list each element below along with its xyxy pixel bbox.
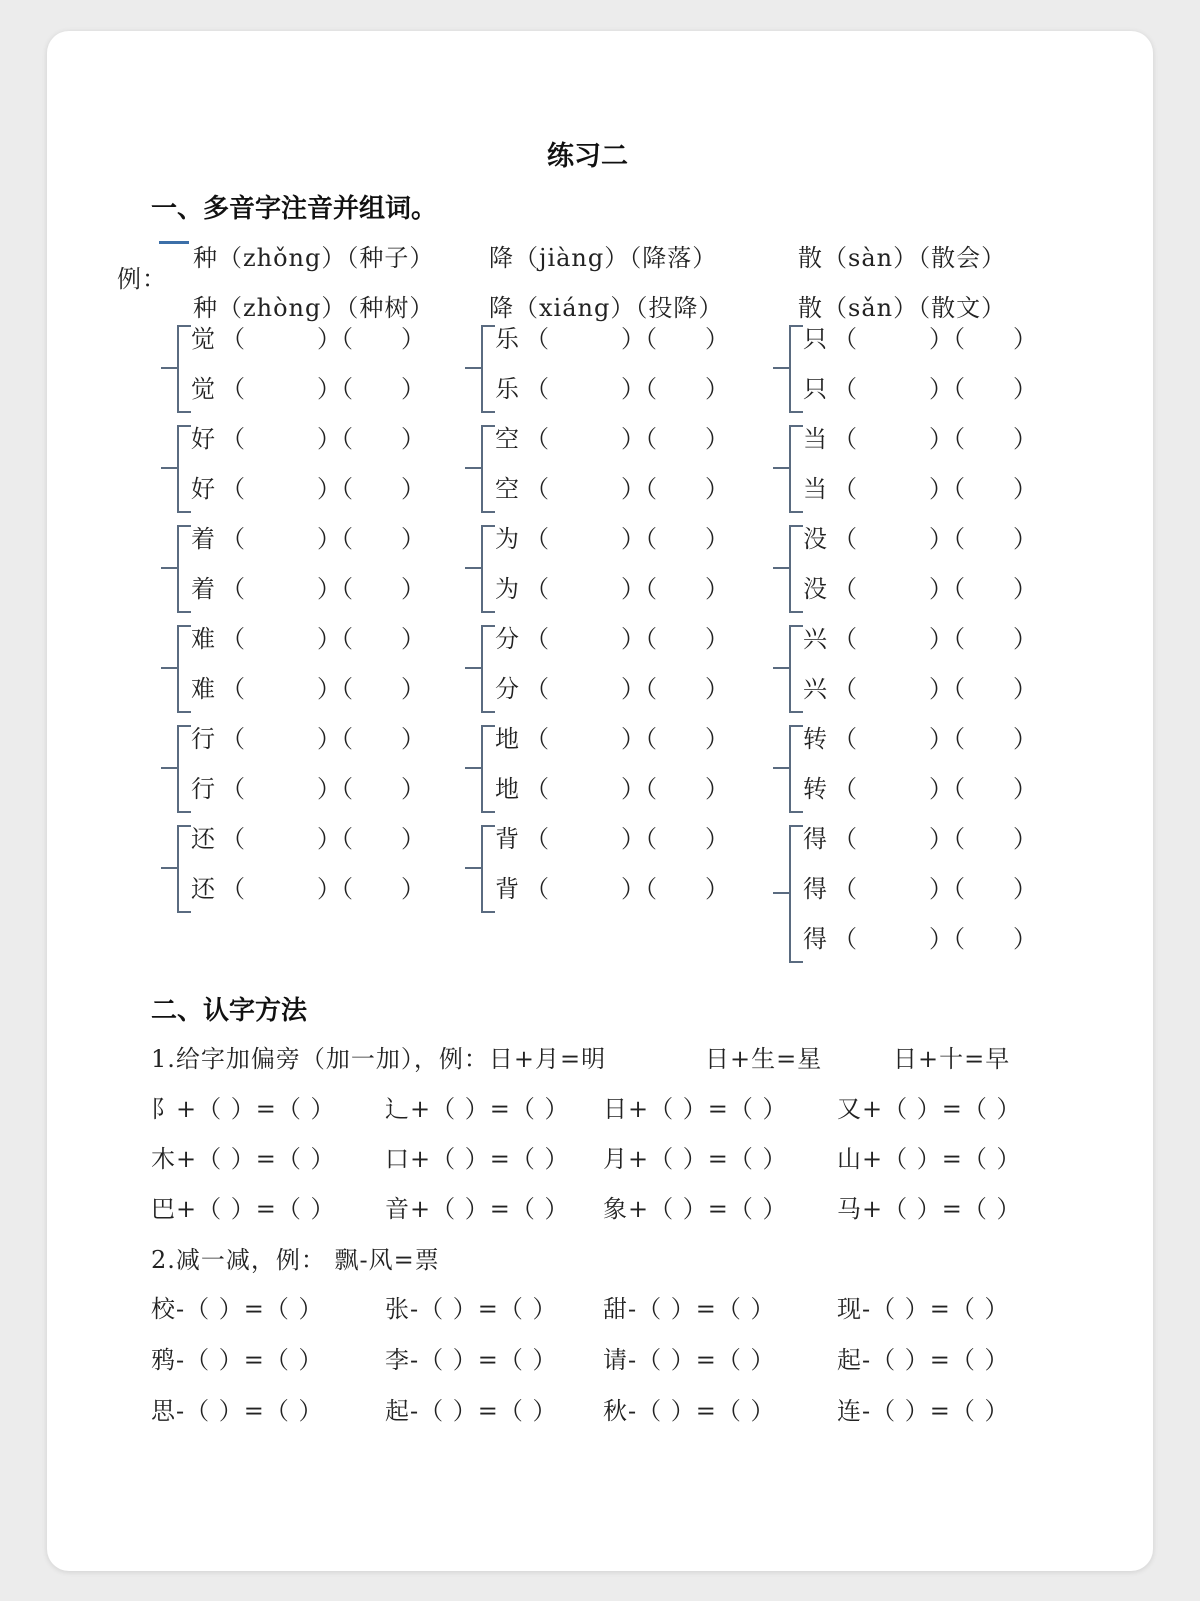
- polyphone-char: 背: [495, 875, 519, 903]
- polyphone-char: 为: [495, 575, 519, 603]
- answer-blank[interactable]: （ ）（ ）: [833, 425, 1037, 453]
- answer-blank[interactable]: （ ）（ ）: [525, 625, 729, 653]
- section2-heading: 二、认字方法: [151, 996, 308, 1026]
- answer-blank[interactable]: （ ）（ ）: [525, 575, 729, 603]
- polyphone-char: 还: [191, 825, 215, 853]
- polyphone-char: 转: [803, 725, 827, 753]
- example-mark: [159, 241, 189, 244]
- answer-blank[interactable]: （ ）（ ）: [833, 725, 1037, 753]
- polyphone-char: 兴: [803, 675, 827, 703]
- example-text: 降（xiáng）（投降）: [489, 294, 724, 322]
- add-exercise[interactable]: 月+（ ）=（ ）: [603, 1145, 788, 1173]
- polyphone-char: 背: [495, 825, 519, 853]
- answer-blank[interactable]: （ ）（ ）: [525, 525, 729, 553]
- answer-blank[interactable]: （ ）（ ）: [525, 325, 729, 353]
- add-intro: 1.给字加偏旁（加一加），例：日+月=明: [151, 1045, 607, 1073]
- subtract-exercise[interactable]: 现-（ ）=（ ）: [837, 1295, 1010, 1323]
- polyphone-char: 乐: [495, 375, 519, 403]
- brace-stub: [773, 767, 791, 769]
- polyphone-char: 难: [191, 675, 215, 703]
- polyphone-char: 没: [803, 575, 827, 603]
- answer-blank[interactable]: （ ）（ ）: [221, 525, 425, 553]
- polyphone-char: 好: [191, 475, 215, 503]
- polyphone-char: 空: [495, 475, 519, 503]
- polyphone-char: 空: [495, 425, 519, 453]
- add-exercise[interactable]: 日+（ ）=（ ）: [603, 1095, 788, 1123]
- subtract-exercise[interactable]: 请-（ ）=（ ）: [603, 1346, 776, 1374]
- polyphone-char: 地: [495, 775, 519, 803]
- brace-stub: [161, 767, 179, 769]
- polyphone-char: 分: [495, 675, 519, 703]
- example-label: 例：: [117, 265, 167, 293]
- answer-blank[interactable]: （ ）（ ）: [221, 825, 425, 853]
- page-title: 练习二: [547, 141, 628, 172]
- polyphone-char: 行: [191, 775, 215, 803]
- subtract-exercise[interactable]: 李-（ ）=（ ）: [385, 1346, 558, 1374]
- answer-blank[interactable]: （ ）（ ）: [221, 775, 425, 803]
- answer-blank[interactable]: （ ）（ ）: [221, 675, 425, 703]
- add-exercise[interactable]: 口+（ ）=（ ）: [385, 1145, 570, 1173]
- polyphone-char: 得: [803, 875, 827, 903]
- answer-blank[interactable]: （ ）（ ）: [833, 575, 1037, 603]
- brace: [481, 625, 495, 713]
- brace: [177, 725, 191, 813]
- brace-stub: [465, 367, 483, 369]
- brace-stub: [773, 567, 791, 569]
- brace: [789, 525, 803, 613]
- brace-stub: [465, 667, 483, 669]
- polyphone-char: 乐: [495, 325, 519, 353]
- polyphone-char: 觉: [191, 375, 215, 403]
- answer-blank[interactable]: （ ）（ ）: [525, 725, 729, 753]
- answer-blank[interactable]: （ ）（ ）: [221, 325, 425, 353]
- brace: [481, 425, 495, 513]
- brace-stub: [773, 892, 791, 894]
- polyphone-char: 好: [191, 425, 215, 453]
- polyphone-char: 着: [191, 575, 215, 603]
- polyphone-char: 为: [495, 525, 519, 553]
- brace: [177, 825, 191, 913]
- brace: [481, 325, 495, 413]
- add-exercise[interactable]: 木+（ ）=（ ）: [151, 1145, 336, 1173]
- brace-stub: [465, 467, 483, 469]
- polyphone-char: 行: [191, 725, 215, 753]
- polyphone-char: 还: [191, 875, 215, 903]
- brace-stub: [773, 467, 791, 469]
- brace: [177, 525, 191, 613]
- worksheet-page: [47, 31, 1153, 1571]
- polyphone-char: 只: [803, 375, 827, 403]
- answer-blank[interactable]: （ ）（ ）: [833, 675, 1037, 703]
- answer-blank[interactable]: （ ）（ ）: [833, 475, 1037, 503]
- add-exercise[interactable]: 辶+（ ）=（ ）: [385, 1095, 570, 1123]
- example-text: 降（jiàng）（降落）: [489, 244, 718, 272]
- section1-heading: 一、多音字注音并组词。: [151, 194, 438, 224]
- brace: [789, 425, 803, 513]
- answer-blank[interactable]: （ ）（ ）: [221, 375, 425, 403]
- polyphone-char: 着: [191, 525, 215, 553]
- brace-stub: [773, 367, 791, 369]
- answer-blank[interactable]: （ ）（ ）: [525, 675, 729, 703]
- subtract-intro: 2.减一减，例： 飘-风=票: [151, 1246, 440, 1274]
- brace: [177, 625, 191, 713]
- add-exercise[interactable]: 山+（ ）=（ ）: [837, 1145, 1022, 1173]
- brace-stub: [465, 767, 483, 769]
- brace-stub: [465, 867, 483, 869]
- answer-blank[interactable]: （ ）（ ）: [833, 925, 1037, 953]
- answer-blank[interactable]: （ ）（ ）: [833, 625, 1037, 653]
- polyphone-char: 只: [803, 325, 827, 353]
- add-example: 日+十=早: [893, 1045, 1011, 1073]
- subtract-exercise[interactable]: 秋-（ ）=（ ）: [603, 1397, 776, 1425]
- example-text: 种（zhǒng）（种子）: [193, 244, 435, 272]
- answer-blank[interactable]: （ ）（ ）: [525, 875, 729, 903]
- answer-blank[interactable]: （ ）（ ）: [221, 425, 425, 453]
- example-text: 种（zhòng）（种树）: [193, 294, 435, 322]
- answer-blank[interactable]: （ ）（ ）: [221, 625, 425, 653]
- answer-blank[interactable]: （ ）（ ）: [833, 525, 1037, 553]
- polyphone-char: 分: [495, 625, 519, 653]
- brace: [789, 725, 803, 813]
- subtract-exercise[interactable]: 起-（ ）=（ ）: [385, 1397, 558, 1425]
- brace: [481, 525, 495, 613]
- polyphone-char: 没: [803, 525, 827, 553]
- answer-blank[interactable]: （ ）（ ）: [525, 825, 729, 853]
- add-exercise[interactable]: 象+（ ）=（ ）: [603, 1195, 788, 1223]
- brace: [789, 625, 803, 713]
- polyphone-char: 转: [803, 775, 827, 803]
- polyphone-char: 得: [803, 925, 827, 953]
- brace: [177, 425, 191, 513]
- answer-blank[interactable]: （ ）（ ）: [525, 425, 729, 453]
- answer-blank[interactable]: （ ）（ ）: [221, 725, 425, 753]
- subtract-exercise[interactable]: 起-（ ）=（ ）: [837, 1346, 1010, 1374]
- brace: [481, 725, 495, 813]
- brace: [789, 825, 803, 963]
- answer-blank[interactable]: （ ）（ ）: [525, 475, 729, 503]
- example-text: 散（sǎn）（散文）: [798, 294, 1007, 322]
- brace-stub: [161, 867, 179, 869]
- polyphone-char: 难: [191, 625, 215, 653]
- brace: [481, 825, 495, 913]
- add-exercise[interactable]: 阝+（ ）=（ ）: [151, 1095, 336, 1123]
- polyphone-char: 觉: [191, 325, 215, 353]
- brace-stub: [161, 467, 179, 469]
- subtract-exercise[interactable]: 甜-（ ）=（ ）: [603, 1295, 776, 1323]
- polyphone-char: 当: [803, 425, 827, 453]
- polyphone-char: 得: [803, 825, 827, 853]
- answer-blank[interactable]: （ ）（ ）: [525, 775, 729, 803]
- answer-blank[interactable]: （ ）（ ）: [221, 875, 425, 903]
- subtract-exercise[interactable]: 思-（ ）=（ ）: [151, 1397, 324, 1425]
- answer-blank[interactable]: （ ）（ ）: [833, 825, 1037, 853]
- subtract-exercise[interactable]: 校-（ ）=（ ）: [151, 1295, 324, 1323]
- add-exercise[interactable]: 巴+（ ）=（ ）: [151, 1195, 336, 1223]
- brace-stub: [161, 567, 179, 569]
- answer-blank[interactable]: （ ）（ ）: [525, 375, 729, 403]
- subtract-exercise[interactable]: 连-（ ）=（ ）: [837, 1397, 1010, 1425]
- subtract-exercise[interactable]: 鸦-（ ）=（ ）: [151, 1346, 324, 1374]
- add-example: 日+生=星: [705, 1045, 823, 1073]
- polyphone-char: 地: [495, 725, 519, 753]
- example-text: 散（sàn）（散会）: [798, 244, 1007, 272]
- brace-stub: [161, 367, 179, 369]
- brace: [789, 325, 803, 413]
- add-exercise[interactable]: 马+（ ）=（ ）: [837, 1195, 1022, 1223]
- add-exercise[interactable]: 音+（ ）=（ ）: [385, 1195, 570, 1223]
- answer-blank[interactable]: （ ）（ ）: [833, 775, 1037, 803]
- brace-stub: [465, 567, 483, 569]
- brace-stub: [773, 667, 791, 669]
- answer-blank[interactable]: （ ）（ ）: [833, 325, 1037, 353]
- answer-blank[interactable]: （ ）（ ）: [221, 475, 425, 503]
- brace-stub: [161, 667, 179, 669]
- answer-blank[interactable]: （ ）（ ）: [221, 575, 425, 603]
- answer-blank[interactable]: （ ）（ ）: [833, 375, 1037, 403]
- answer-blank[interactable]: （ ）（ ）: [833, 875, 1037, 903]
- subtract-exercise[interactable]: 张-（ ）=（ ）: [385, 1295, 558, 1323]
- polyphone-char: 兴: [803, 625, 827, 653]
- brace: [177, 325, 191, 413]
- add-exercise[interactable]: 又+（ ）=（ ）: [837, 1095, 1022, 1123]
- polyphone-char: 当: [803, 475, 827, 503]
